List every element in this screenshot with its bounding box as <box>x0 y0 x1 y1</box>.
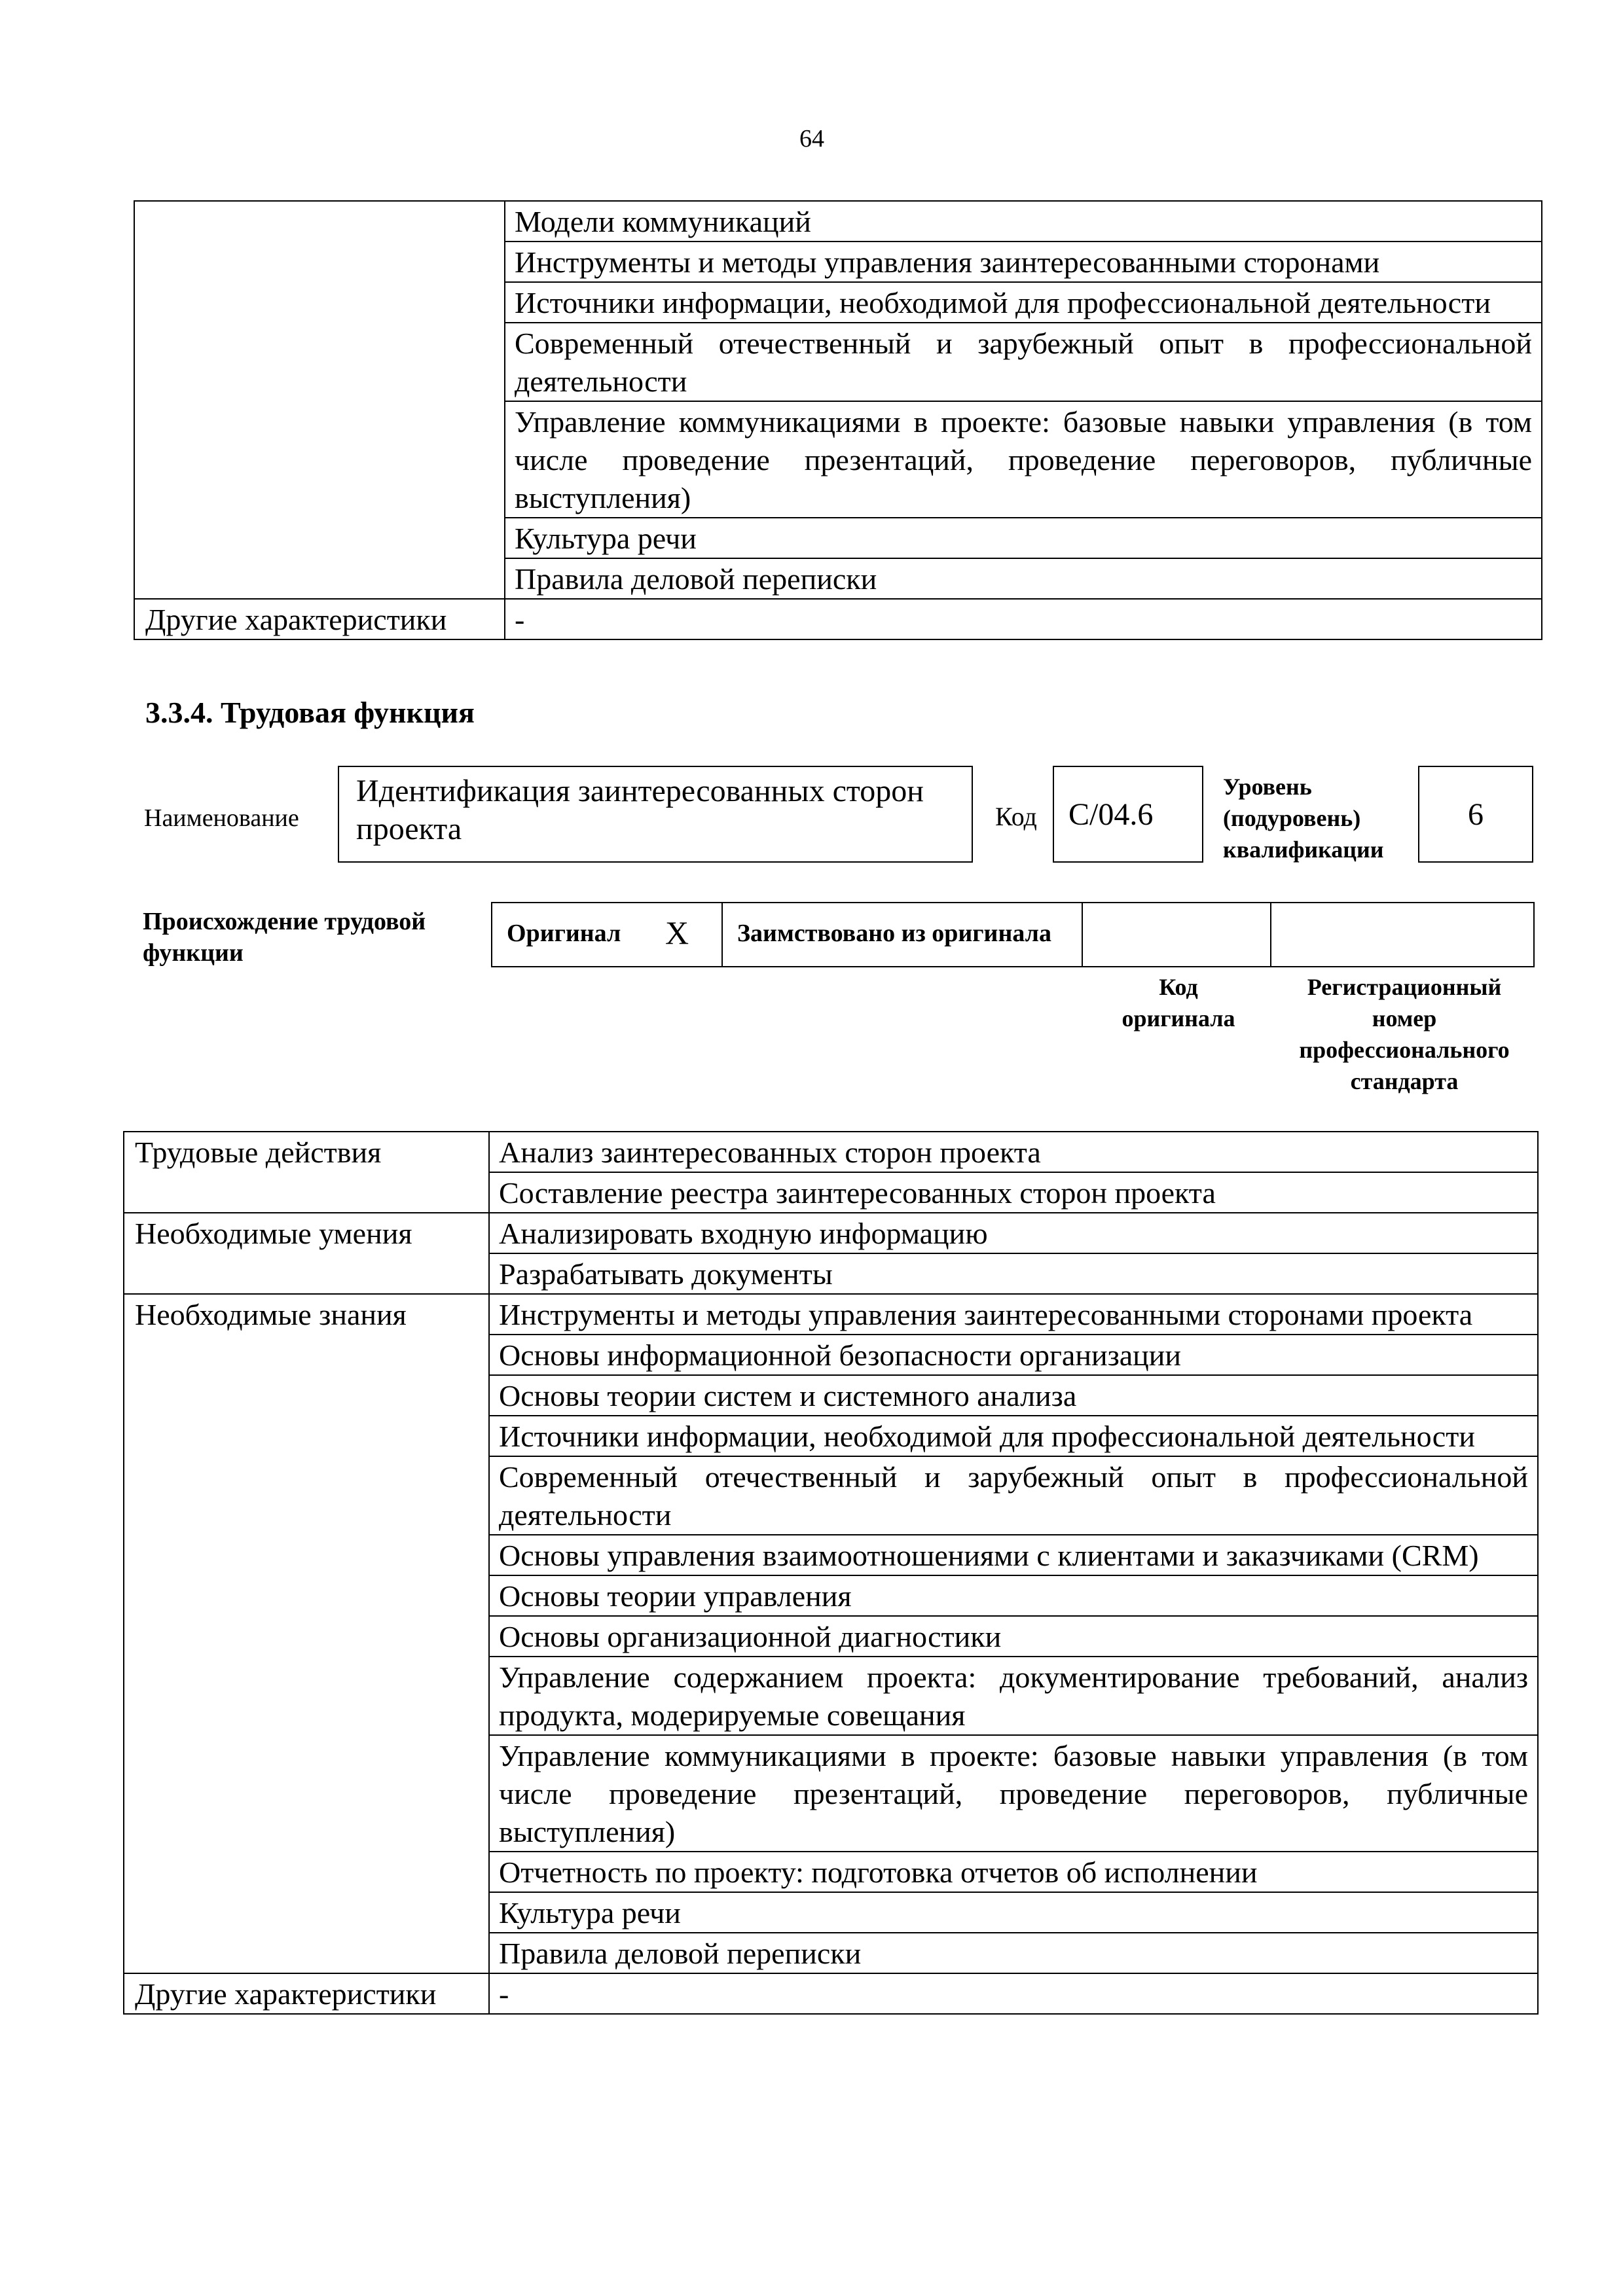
top-other-value: - <box>505 599 1542 639</box>
knowledge-item: Основы теории систем и системного анализа <box>489 1375 1538 1416</box>
knowledge-item: Основы организационной диагностики <box>489 1616 1538 1657</box>
main-function-table <box>123 1131 1539 2015</box>
labor-action: Анализ заинтересованных сторон проекта <box>489 1132 1538 1172</box>
name-value: Идентификация заинтересованных сторон проекта <box>356 774 924 846</box>
main-other-value: - <box>489 1973 1538 2014</box>
knowledge-item: Основы информационной безопасности организации <box>489 1335 1538 1375</box>
level-value-box <box>1418 766 1533 863</box>
page-number: 64 <box>799 125 824 152</box>
knowledge-item: Основы теории управления <box>489 1575 1538 1616</box>
code-label: Код <box>995 802 1037 831</box>
top-row: Инструменты и методы управления заинтересованными сторонами <box>505 242 1542 282</box>
knowledge-item: Отчетность по проекту: подготовка отчетов об исполнении <box>489 1852 1538 1892</box>
original-mark: X <box>665 914 689 951</box>
section-title: 3.3.4. Трудовая функция <box>145 696 475 729</box>
top-row: Современный отечественный и зарубежный опыт в профессиональной деятельности <box>505 323 1542 401</box>
knowledge-item: Управление содержанием проекта: документирование требований, анализ продукта, модерируемые совещания <box>489 1657 1538 1735</box>
code-value-box <box>1053 766 1203 863</box>
top-label-cell <box>134 201 505 599</box>
top-other-label: Другие характеристики <box>134 599 505 639</box>
name-label: Наименование <box>144 804 299 832</box>
original-label: Оригинал <box>507 920 621 947</box>
divider-2 <box>1082 902 1083 967</box>
knowledge-item: Управление коммуникациями в проекте: базовые навыки управления (в том числе проведение презентаций, проведение переговоров, публичные выступления) <box>489 1735 1538 1852</box>
code-value: C/04.6 <box>1068 797 1154 832</box>
skill: Анализировать входную информацию <box>489 1213 1538 1253</box>
origin-label: Происхождение трудовой функции <box>143 908 426 967</box>
labor-action: Составление реестра заинтересованных сторон проекта <box>489 1172 1538 1213</box>
orig-code-caption: Код оригинала <box>1122 974 1235 1031</box>
knowledge-item: Правила деловой переписки <box>489 1933 1538 1973</box>
divider-1 <box>721 902 723 967</box>
borrowed-label: Заимствовано из оригинала <box>737 920 1051 947</box>
knowledge-item: Источники информации, необходимой для профессиональной деятельности <box>489 1416 1538 1456</box>
knowledge-item: Культура речи <box>489 1892 1538 1933</box>
knowledge-item: Современный отечественный и зарубежный опыт в профессиональной деятельности <box>489 1456 1538 1535</box>
top-row: Источники информации, необходимой для профессиональной деятельности <box>505 282 1542 323</box>
top-row: Модели коммуникаций <box>505 201 1542 242</box>
reg-number-caption: Регистрационный номер профессионального стандарта <box>1299 974 1510 1094</box>
level-value: 6 <box>1468 797 1484 832</box>
name-value-box <box>338 766 973 863</box>
knowledge-item: Основы управления взаимоотношениями с клиентами и заказчиками (CRM) <box>489 1535 1538 1575</box>
skills-label: Необходимые умения <box>124 1213 489 1294</box>
main-other-label: Другие характеристики <box>124 1973 489 2014</box>
top-row: Управление коммуникациями в проекте: базовые навыки управления (в том числе проведение презентаций, проведение переговоров, публичные выступления) <box>505 401 1542 518</box>
labor-actions-label: Трудовые действия <box>124 1132 489 1213</box>
knowledge-label: Необходимые знания <box>124 1294 489 1973</box>
top-row: Культура речи <box>505 518 1542 558</box>
top-knowledge-table <box>134 200 1542 640</box>
knowledge-item: Инструменты и методы управления заинтересованными сторонами проекта <box>489 1294 1538 1335</box>
skill: Разрабатывать документы <box>489 1253 1538 1294</box>
level-label: Уровень (подуровень) квалификации <box>1223 774 1384 863</box>
top-row: Правила деловой переписки <box>505 558 1542 599</box>
divider-3 <box>1270 902 1271 967</box>
